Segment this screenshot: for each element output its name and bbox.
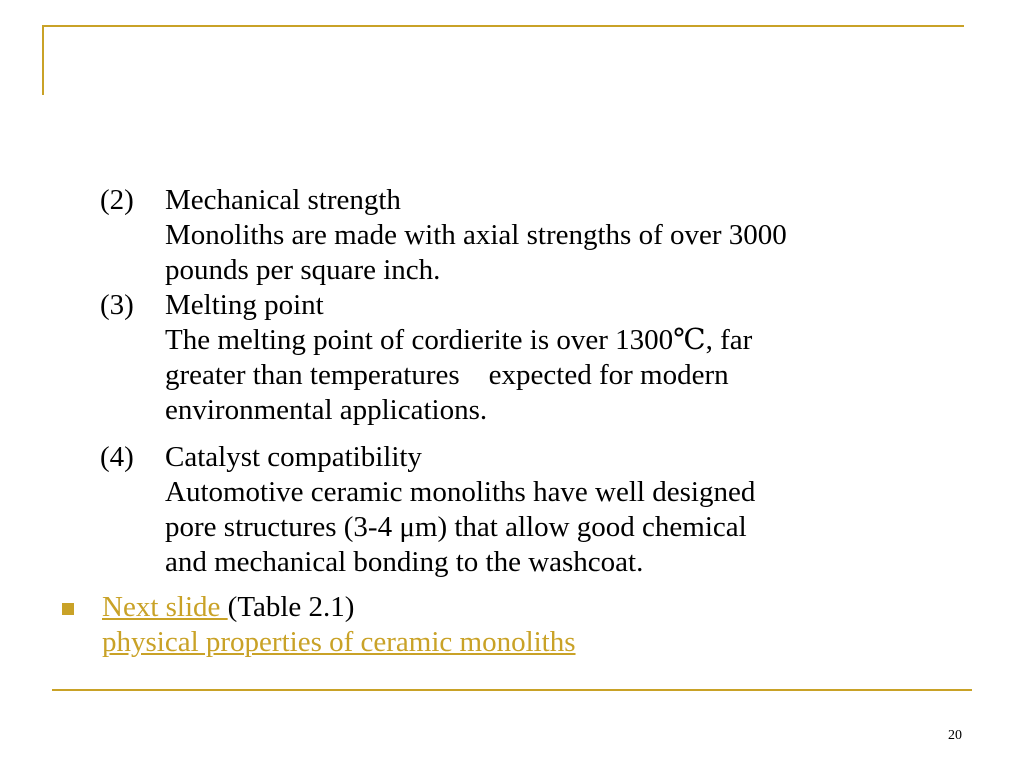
item-line: environmental applications. [165,394,488,426]
square-bullet-icon [62,603,74,615]
item-line: and mechanical bonding to the washcoat. [165,546,644,578]
item-line: greater than temperatures expected for modern [165,359,729,391]
item-line: The melting point of cordierite is over 1300℃, far [165,324,753,356]
ceramic-monoliths-link[interactable]: physical properties of ceramic monoliths [102,626,576,658]
next-slide-link[interactable]: Next slide [102,591,228,623]
top-rule [42,25,964,27]
table-reference: (Table 2.1) [227,591,355,623]
item-heading: Catalyst compatibility [165,441,422,473]
item-line: Monoliths are made with axial strengths of over 3000 [165,219,787,251]
item-heading: Melting point [165,289,324,321]
left-rule [42,25,44,95]
item-number: (4) [100,441,134,473]
item-line: Automotive ceramic monoliths have well designed [165,476,756,508]
item-line: pore structures (3-4 μm) that allow good chemical [165,511,747,543]
item-heading: Mechanical strength [165,184,401,216]
bottom-rule [52,689,972,691]
item-number: (3) [100,289,134,321]
item-line: pounds per square inch. [165,254,441,286]
page-number: 20 [948,728,962,743]
item-number: (2) [100,184,134,216]
